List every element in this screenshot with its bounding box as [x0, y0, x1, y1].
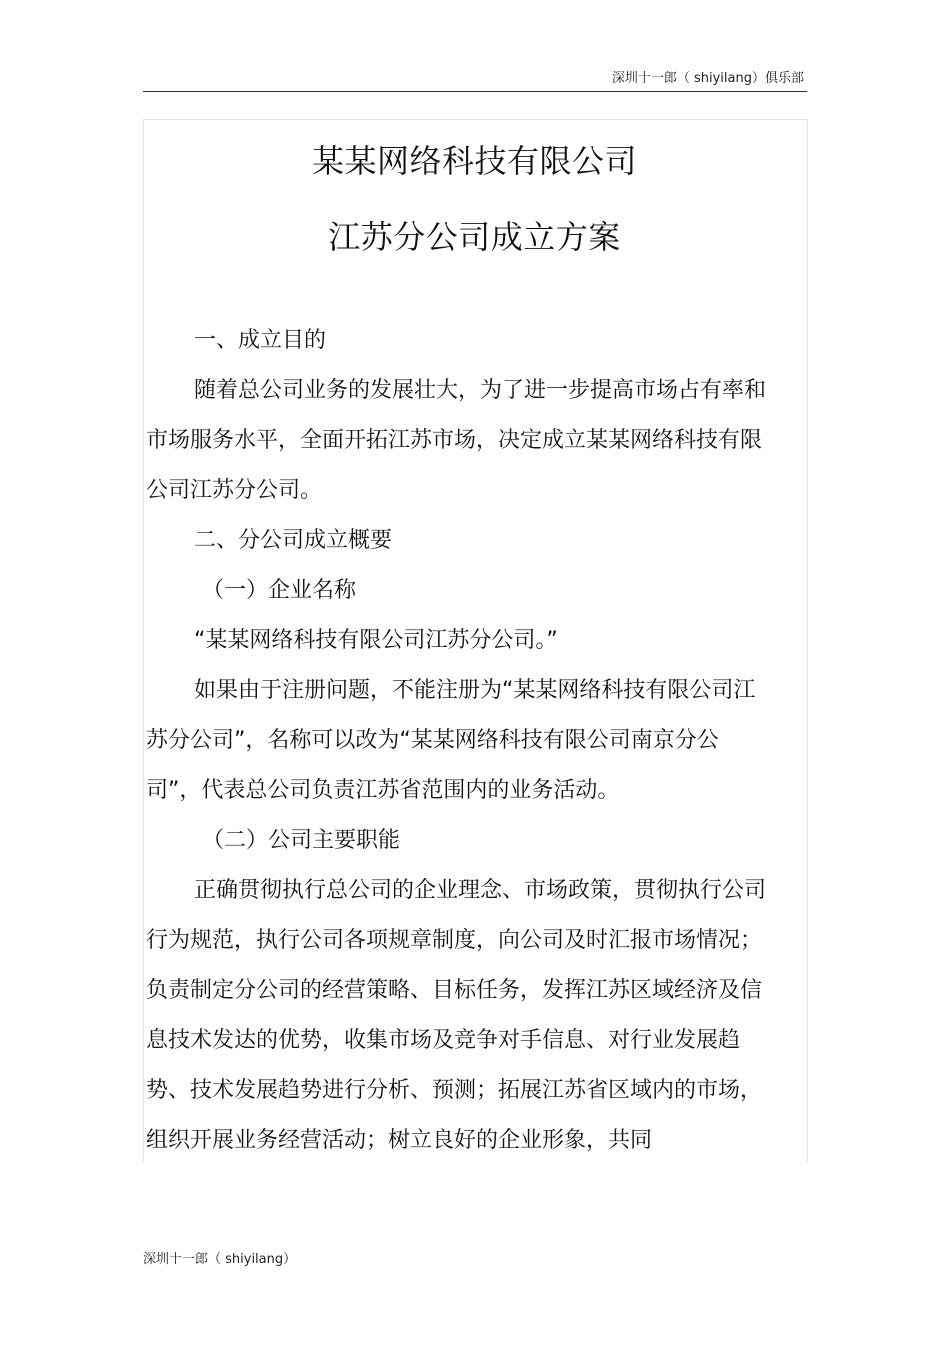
subsection-heading-functions: （二）公司主要职能 [202, 828, 401, 853]
paragraph-company-name: “某某网络科技有限公司江苏分公司。” [194, 628, 558, 653]
paragraph-purpose: 随着总公司业务的发展壮大，为了进一步提高市场占有率和市场服务水平，全面开拓江苏市场，决定成立某某网络科技有限公司江苏分公司。 [146, 378, 767, 503]
running-header: 深圳十一郎（ shiyilang）俱乐部 [611, 71, 804, 86]
document-title-line-2: 江苏分公司成立方案 [328, 218, 621, 256]
document-title-line-1: 某某网络科技有限公司 [311, 142, 637, 180]
section-heading-overview: 二、分公司成立概要 [194, 528, 393, 553]
subsection-heading-name: （一）企业名称 [202, 578, 357, 603]
section-heading-purpose: 一、成立目的 [194, 328, 327, 353]
document-body [146, 316, 770, 1166]
header-rule [143, 91, 807, 92]
paragraph-name-alternative: 如果由于注册问题，不能注册为“某某网络科技有限公司江苏分公司”，名称可以改为“某某网络科技有限公司南京分公司”，代表总公司负责江苏省范围内的业务活动。 [146, 678, 756, 803]
page-footer: 深圳十一郎（ shiyilang） [143, 1252, 297, 1267]
paragraph-functions: 正确贯彻执行总公司的企业理念、市场政策，贯彻执行公司行为规范，执行公司各项规章制度，向公司及时汇报市场情况；负责制定分公司的经营策略、目标任务，发挥江苏区域经济及信息技术发达的优势，收集市场及竞争对手信息、对行业发展趋势、技术发展趋势进行分析、预测；拓展江苏省区域内的市场，组织开展业务经营活动；树立良好的企业形象，共同 [146, 878, 767, 1153]
